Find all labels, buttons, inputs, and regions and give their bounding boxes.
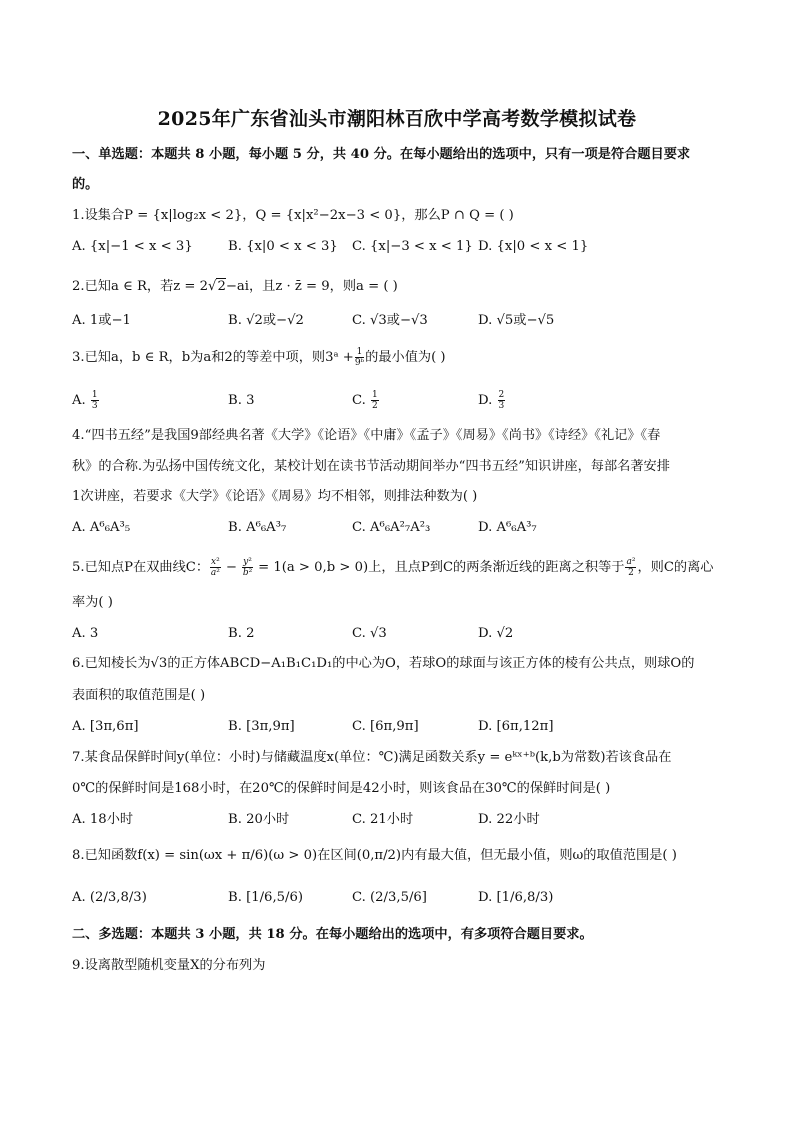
section-1-heading-cont: 的。 <box>72 177 99 192</box>
question-5-stem-pre: 5.已知点P在双曲线C： <box>72 560 210 575</box>
question-4-line-2: 秋》的合称.为弘扬中国传统文化，某校计划在读书节活动期间举办“四书五经”知识讲座，每部名著安排 <box>72 459 670 474</box>
question-3-option-c <box>352 390 380 411</box>
fraction-numerator: 1 <box>356 347 363 357</box>
fraction-numerator: 2 <box>498 390 505 400</box>
question-5-option-c: C. √3 <box>352 626 387 641</box>
sqrt-symbol: √ <box>208 279 217 294</box>
question-1-option-a: A. {x|−1 < x < 3} <box>72 239 193 254</box>
fraction-denominator: 2 <box>628 568 634 578</box>
question-3-fraction <box>355 347 364 368</box>
question-2-stem-post: −ai，且z · z̄ = 9，则a = ( ) <box>225 279 398 294</box>
question-3-option-b: B. 3 <box>228 393 255 408</box>
question-3-option-d <box>478 390 506 411</box>
question-5-line-1: 5.已知点P在双曲线C： $\frac{\text{x²}}{\text{a²}}$ − $\frac{\text{y²}}{\text{b²}}$ = 1(a > 0,b > 0)上，且点P到C的两条渐近线的距离之积等于 $\frac{\text{a²}}{2}$ ，则C的离心 <box>72 557 714 578</box>
option-label: C. <box>352 393 366 408</box>
fraction-numerator: 1 <box>91 390 98 400</box>
question-2-option-a: A. 1或−1 <box>72 313 131 328</box>
fraction-numerator: a² <box>626 557 636 567</box>
question-7-line-2: 0℃的保鲜时间是168小时，在20℃的保鲜时间是42小时，则该食品在30℃的保鲜时间是( ) <box>72 781 611 796</box>
question-3-stem-pre: 3.已知a，b ∈ R，b为a和2的等差中项，则3ᵃ + <box>72 350 354 365</box>
question-5-stem-post: ，则C的离心 <box>637 560 714 575</box>
fraction-denominator: 3 <box>498 401 505 411</box>
question-9-stem: 9.设离散型随机变量X的分布列为 <box>72 958 266 973</box>
question-7-line-1: 7.某食品保鲜时间y(单位：小时)与储藏温度x(单位：℃)满足函数关系y = eᵏˣ⁺ᵇ(k,b为常数)若该食品在 <box>72 750 672 765</box>
option-fraction <box>91 390 99 411</box>
question-7-option-b: B. 20小时 <box>228 812 290 827</box>
fraction-numerator: 1 <box>372 390 378 400</box>
hyperbola-x-term <box>210 557 221 578</box>
question-1-option-c: C. {x|−3 < x < 1} <box>352 239 473 254</box>
question-2-option-d: D. √5或−√5 <box>478 313 555 328</box>
question-8-option-a: A. (2/3,8/3) <box>72 890 147 905</box>
question-6-option-d: D. [6π,12π] <box>478 719 554 734</box>
question-8-stem: 8.已知函数f(x) = sin(ωx + π/6)(ω > 0)在区间(0,π/2)内有最大值，但无最小值，则ω的取值范围是( ) <box>72 848 677 863</box>
question-5-stem-mid: = 1(a > 0,b > 0)上，且点P到C的两条渐近线的距离之积等于 <box>258 560 625 575</box>
question-4-line-1: 4.“四书五经”是我国9部经典名著《大学》《论语》《中庸》《孟子》《周易》《尚书》《诗经》《礼记》《春 <box>72 428 661 443</box>
question-6-option-c: C. [6π,9π] <box>352 719 419 734</box>
page-title: 2025年广东省汕头市潮阳林百欣中学高考数学模拟试卷 <box>157 108 637 130</box>
question-2-option-c: C. √3或−√3 <box>352 313 428 328</box>
option-fraction <box>498 390 506 411</box>
question-1-stem: 1.设集合P = {x|log₂x < 2}，Q = {x|x²−2x−3 < 0}，那么P ∩ Q = ( ) <box>72 208 514 223</box>
question-5-line-2: 率为( ) <box>72 595 113 610</box>
distance-product-fraction <box>625 557 636 578</box>
option-label: D. <box>478 393 493 408</box>
question-4-line-3: 1次讲座，若要求《大学》《论语》《周易》均不相邻，则排法种数为( ) <box>72 489 478 504</box>
option-fraction <box>371 390 379 411</box>
question-6-line-1: 6.已知棱长为√3的正方体ABCD−A₁B₁C₁D₁的中心为O，若球O的球面与该正方体的棱有公共点，则球O的 <box>72 656 695 671</box>
question-7-option-c: C. 21小时 <box>352 812 414 827</box>
question-8-option-c: C. (2/3,5/6] <box>352 890 427 905</box>
question-5-option-b: B. 2 <box>228 626 255 641</box>
section-1-heading: 一、单选题：本题共 8 小题，每小题 5 分，共 40 分。在每小题给出的选项中，只有一项是符合题目要求 <box>72 147 691 162</box>
question-4-option-d: D. A⁶₆A³₇ <box>478 520 537 535</box>
question-4-option-b: B. A⁶₆A³₇ <box>228 520 287 535</box>
question-5-option-a: A. 3 <box>72 626 99 641</box>
question-4-option-a: A. A⁶₆A³₅ <box>72 520 131 535</box>
question-7-option-d: D. 22小时 <box>478 812 540 827</box>
question-6-line-2: 表面积的取值范围是( ) <box>72 688 206 703</box>
question-8-option-d: D. [1/6,8/3) <box>478 890 554 905</box>
question-6-option-b: B. [3π,9π] <box>228 719 295 734</box>
option-label: A. <box>72 393 86 408</box>
question-2-stem-pre: 2.已知a ∈ R，若z = 2 <box>72 279 209 294</box>
question-2-stem <box>72 278 398 296</box>
fraction-denominator: 3 <box>91 401 98 411</box>
fraction-denominator: b² <box>242 568 253 578</box>
fraction-numerator: x² <box>211 557 220 567</box>
question-1-option-d: D. {x|0 < x < 1} <box>478 239 589 254</box>
fraction-denominator: a² <box>210 568 220 578</box>
question-3-option-a <box>72 390 100 411</box>
question-3-stem <box>72 347 446 368</box>
question-6-option-a: A. [3π,6π] <box>72 719 139 734</box>
question-2-sqrt-radicand: 2 <box>217 279 226 294</box>
section-2-heading: 二、多选题：本题共 3 小题，共 18 分。在每小题给出的选项中，有多项符合题目要求。 <box>72 927 593 942</box>
question-8-option-b: B. [1/6,5/6) <box>228 890 304 905</box>
question-7-option-a: A. 18小时 <box>72 812 134 827</box>
fraction-denominator: 2 <box>372 401 378 411</box>
question-1-option-b: B. {x|0 < x < 3} <box>228 239 338 254</box>
question-2-option-b: B. √2或−√2 <box>228 313 304 328</box>
question-5-option-d: D. √2 <box>478 626 514 641</box>
hyperbola-y-term <box>242 557 253 578</box>
fraction-denominator: 9ᵇ <box>354 358 365 368</box>
question-3-stem-post: 的最小值为( ) <box>365 350 446 365</box>
question-4-option-c: C. A⁶₆A²₇A²₃ <box>352 520 431 535</box>
fraction-numerator: y² <box>243 557 252 567</box>
